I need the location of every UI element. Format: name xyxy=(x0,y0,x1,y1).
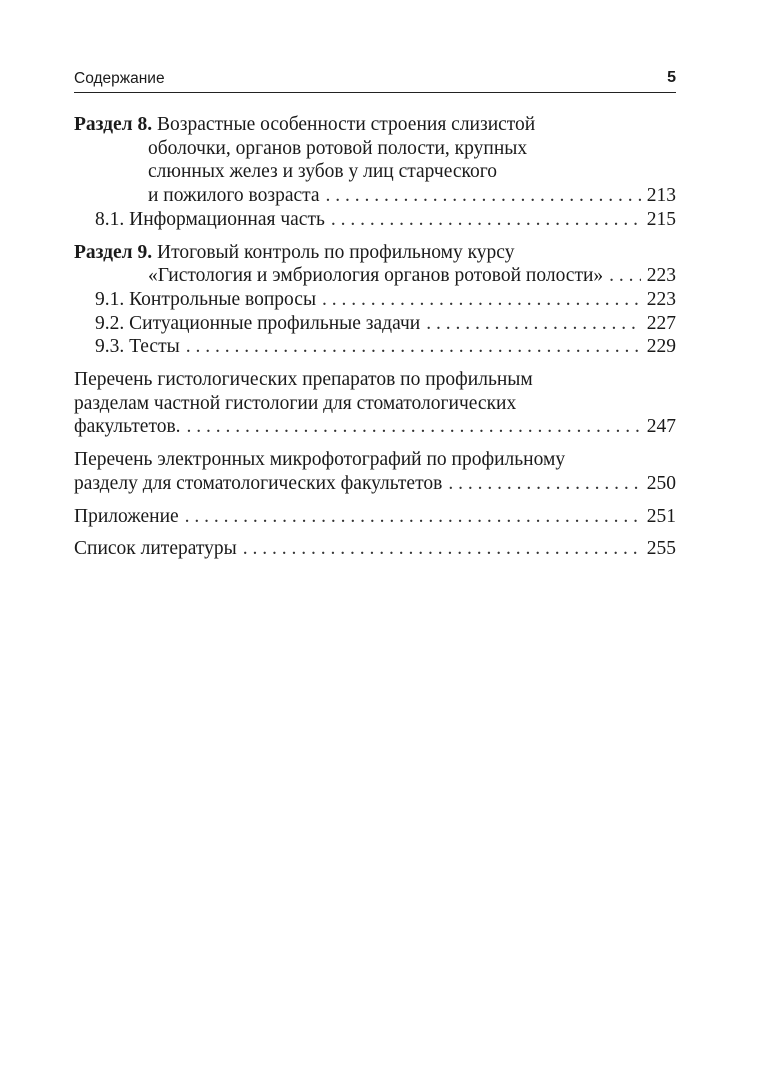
toc-item-9-2[interactable] xyxy=(74,312,676,336)
item-9-3-text: 9.3. Тесты xyxy=(95,336,180,358)
preparations-line: Перечень гистологических препаратов по профильным xyxy=(74,369,533,391)
section-8-title-line: и пожилого возраста xyxy=(148,185,320,207)
dot-leader xyxy=(448,472,640,496)
toc-item-9-1[interactable] xyxy=(74,288,676,312)
dot-leader xyxy=(243,537,641,561)
toc-section-8-line-3 xyxy=(74,160,676,184)
item-9-2-page: 227 xyxy=(646,312,676,334)
toc-literature[interactable] xyxy=(74,537,676,561)
item-9-1-page: 223 xyxy=(646,288,676,310)
running-header xyxy=(74,66,676,93)
dot-leader xyxy=(186,335,641,359)
item-9-2-text: 9.2. Ситуационные профильные задачи xyxy=(95,312,421,334)
section-8-title-line: оболочки, органов ротовой полости, крупных xyxy=(148,137,528,159)
page-number: 5 xyxy=(667,69,676,86)
toc-appendix[interactable] xyxy=(74,505,676,529)
micrographs-page: 250 xyxy=(646,472,676,494)
section-8-title-line: Возрастные особенности строения слизистой xyxy=(156,114,536,135)
section-9-title-line: «Гистология и эмбриология органов ротовой полости» xyxy=(148,265,604,287)
appendix-page: 251 xyxy=(646,505,676,527)
toc-preparations-line-1[interactable] xyxy=(74,368,676,392)
toc-section-9-line-2 xyxy=(74,264,676,288)
dot-leader xyxy=(609,264,641,288)
section-8-label: Раздел 8. xyxy=(74,114,153,135)
item-8-1-page: 215 xyxy=(646,208,676,230)
item-8-1-text: 8.1. Информационная часть xyxy=(95,208,325,230)
dot-leader xyxy=(326,184,641,208)
toc-preparations-line-3 xyxy=(74,415,676,439)
toc-item-9-3[interactable] xyxy=(74,335,676,359)
section-9-page: 223 xyxy=(646,265,676,287)
preparations-page: 247 xyxy=(646,416,676,438)
literature-text: Список литературы xyxy=(74,538,237,560)
dot-leader xyxy=(426,312,641,336)
dot-leader xyxy=(322,288,641,312)
item-9-3-page: 229 xyxy=(646,336,676,358)
section-8-page: 213 xyxy=(646,185,676,207)
section-9-label: Раздел 9. xyxy=(74,241,153,263)
toc-section-8-line-4 xyxy=(74,184,676,208)
dot-leader xyxy=(185,505,641,529)
toc-section-8-line-1[interactable] xyxy=(74,113,676,137)
preparations-line: факультетов. xyxy=(74,416,181,438)
dot-leader xyxy=(187,415,641,439)
toc-micrographs-line-1[interactable] xyxy=(74,448,676,472)
micrographs-line: разделу для стоматологических факультетов xyxy=(74,472,443,494)
toc-preparations-line-2 xyxy=(74,392,676,416)
toc-micrographs-line-2 xyxy=(74,472,676,496)
literature-page: 255 xyxy=(646,538,676,560)
appendix-text: Приложение xyxy=(74,505,179,527)
micrographs-line: Перечень электронных микрофотографий по профильному xyxy=(74,449,566,471)
toc-section-8-line-2 xyxy=(74,137,676,161)
header-title: Содержание xyxy=(74,70,165,87)
toc-section-9-line-1[interactable] xyxy=(74,241,676,265)
section-8-title-line: слюнных желез и зубов у лиц старческого xyxy=(148,161,498,183)
section-9-title-line: Итоговый контроль по профильному курсу xyxy=(156,241,515,263)
table-of-contents xyxy=(74,113,676,561)
dot-leader xyxy=(331,208,641,232)
item-9-1-text: 9.1. Контрольные вопросы xyxy=(95,288,317,310)
toc-item-8-1[interactable] xyxy=(74,208,676,232)
preparations-line: разделам частной гистологии для стоматологических xyxy=(74,392,517,414)
